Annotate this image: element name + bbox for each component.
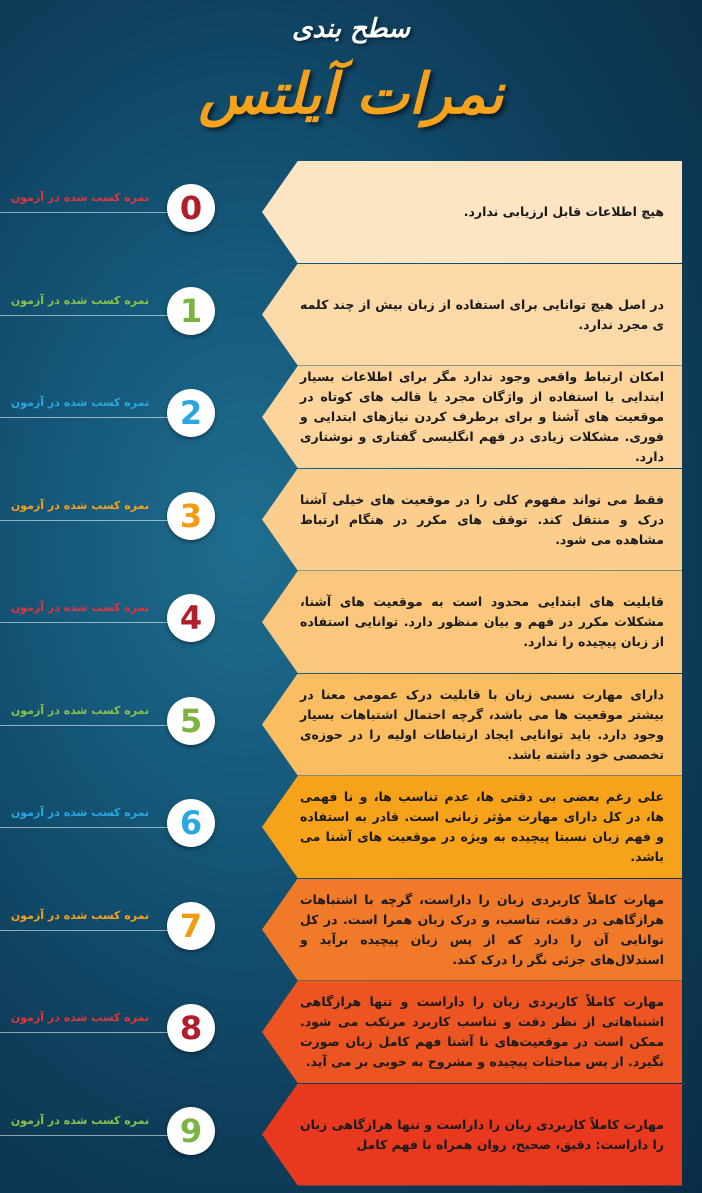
score-number: 5	[167, 697, 215, 745]
score-row	[0, 469, 702, 571]
description-text-wrap	[300, 571, 664, 673]
score-caption: نمره کسب شده در آزمون	[10, 396, 150, 409]
connector-line	[0, 622, 178, 623]
score-caption: نمره کسب شده در آزمون	[10, 806, 150, 819]
score-description: مهارت کاملاً کاربردی زبان را داراست و تنها هرازگاهی اشتباهاتی از نظر دقت و تناسب کاربرد مرتکب می شود. ممکن است در موقعیت‌های نا آشنا فهم کامل زبان صورت نگیرد. از پس مباحثات پیچیده و مشروح به خوبی بر می آید.	[300, 994, 664, 1069]
score-description: قابلیت های ابتدایی محدود است به موقعیت های آشنا، مشکلات مکرر در فهم و بیان منظور دارد. توانایی استفاده از زبان پیچیده را ندارد.	[300, 594, 664, 649]
score-number: 1	[167, 287, 215, 335]
score-number: 6	[167, 799, 215, 847]
score-description: مهارت کاملاً کاربردی زبان را داراست، گرچه با اشتباهات هرازگاهی در دقت، تناسب، و درک زبان همرا است. در کل توانایی آن را دارد که از پس زبان پیچیده برآید و استدلال‌های جزئی نگر را درک کند.	[300, 891, 664, 967]
score-caption: نمره کسب شده در آزمون	[10, 1011, 150, 1024]
description-text-wrap	[300, 469, 664, 571]
score-number: 4	[167, 594, 215, 642]
score-number: 8	[167, 1004, 215, 1052]
score-description: امکان ارتباط واقعی وجود ندارد مگر برای اطلاعات بسیار ابتدایی با استفاده از واژگان مجرد یا قالب های کوتاه در موقعیت های آشنا و برای برطرف کردن نیازهای ابتدایی و فوری. مشکلات زیادی در فهم انگلیسی گفتاری و نوشتاری دارد.	[300, 369, 664, 464]
connector-line	[0, 930, 178, 931]
header	[0, 0, 702, 150]
description-text-wrap	[300, 674, 664, 776]
score-caption: نمره کسب شده در آزمون	[10, 601, 150, 614]
score-row	[0, 674, 702, 776]
connector-line	[0, 417, 178, 418]
connector-line	[0, 827, 178, 828]
score-number: 0	[167, 184, 215, 232]
score-number: 2	[167, 389, 215, 437]
score-description: هیچ اطلاعات قابل ارزیابی ندارد.	[463, 204, 664, 219]
description-text-wrap	[300, 776, 664, 878]
connector-line	[0, 212, 178, 213]
connector-line	[0, 1135, 178, 1136]
description-text-wrap	[300, 264, 664, 366]
score-number: 3	[167, 492, 215, 540]
score-description: فقط می تواند مفهوم کلی را در موقعیت های خیلی آشنا درک و منتقل کند. توقف های مکرر در هنگام ارتباط مشاهده می شود.	[300, 491, 664, 547]
score-caption: نمره کسب شده در آزمون	[10, 1113, 150, 1127]
score-number: 9	[167, 1107, 215, 1155]
score-number: 7	[167, 902, 215, 950]
score-caption: نمره کسب شده در آزمون	[10, 498, 150, 512]
description-text-wrap	[300, 161, 664, 263]
connector-line	[0, 725, 178, 726]
score-description: در اصل هیچ توانایی برای استفاده از زبان بیش از چند کلمه ی مجرد ندارد.	[300, 296, 664, 332]
score-description: مهارت کاملاً کاربردی زبان را داراست و تنها هرازگاهی زبان را داراست: دقیق، صحیح، روان همراه با فهم کامل	[300, 1116, 664, 1152]
connector-line	[0, 520, 178, 521]
score-caption: نمره کسب شده در آزمون	[10, 703, 150, 717]
score-row	[0, 161, 702, 263]
score-row	[0, 981, 702, 1083]
description-text-wrap	[300, 879, 664, 981]
description-text-wrap	[300, 1084, 664, 1186]
score-description: دارای مهارت نسبی زبان با قابلیت درک عمومی معنا در بیشتر موقعیت ها می باشد، گرچه احتمال اشتباهات بسیار وجود دارد. باید توانایی ایجاد ارتباطات اولیه را در حوزه‌ی تخصصی خود داشته باشد.	[300, 686, 664, 762]
score-row	[0, 571, 702, 673]
score-caption: نمره کسب شده در آزمون	[10, 191, 150, 204]
page-subtitle: سطح بندی	[291, 14, 411, 44]
score-description: علی رغم بعضی بی دقتی ها، عدم تناسب ها، و نا فهمی ها، در کل دارای مهارت مؤثر زبانی است. قادر به استفاده و فهم زبان نسبتا پیچیده به ویژه در موقعیت های آشنا می باشد.	[300, 789, 664, 864]
score-caption: نمره کسب شده در آزمون	[10, 293, 150, 307]
connector-line	[0, 1032, 178, 1033]
score-row	[0, 776, 702, 878]
score-caption: نمره کسب شده در آزمون	[10, 908, 150, 922]
description-text-wrap	[300, 366, 664, 468]
connector-line	[0, 315, 178, 316]
page-title: نمرات آیلتس	[198, 62, 504, 127]
description-text-wrap	[300, 981, 664, 1083]
score-row	[0, 1084, 702, 1186]
score-row	[0, 366, 702, 468]
score-row	[0, 879, 702, 981]
score-row	[0, 264, 702, 366]
